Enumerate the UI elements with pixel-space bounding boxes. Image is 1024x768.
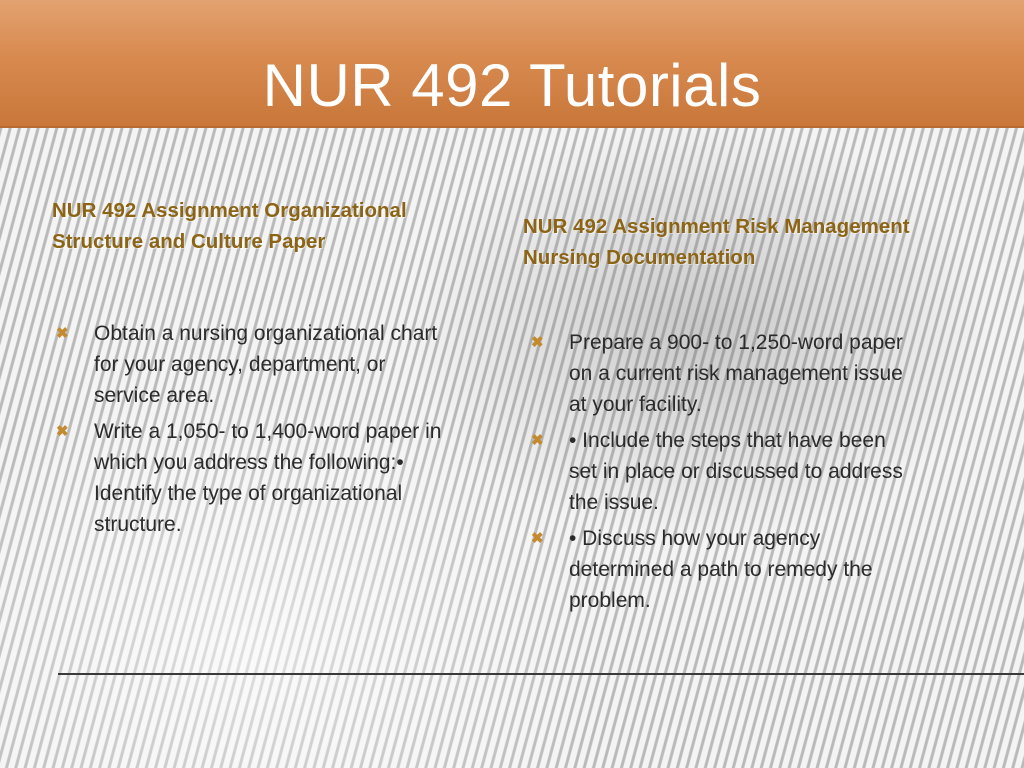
bullet-text: • Include the steps that have been set in place or discussed to address the issue. (569, 429, 903, 514)
bullet-text: • Discuss how your agency determined a path to remedy the problem. (569, 527, 873, 612)
x-mark-icon: ✖ (56, 423, 69, 440)
x-mark-icon: ✖ (531, 530, 544, 547)
x-mark-icon: ✖ (531, 432, 544, 449)
right-bullet-list (531, 327, 911, 621)
bottom-divider (58, 673, 1024, 675)
left-column-heading: NUR 492 Assignment Organizational Structure and Culture Paper (52, 199, 407, 253)
x-mark-icon: ✖ (56, 325, 69, 342)
list-item (531, 425, 911, 518)
bullet-text: Prepare a 900- to 1,250-word paper on a current risk management issue at your facility. (569, 331, 903, 416)
list-item (56, 416, 456, 540)
slide-title: NUR 492 Tutorials (262, 52, 762, 119)
bullet-text: Write a 1,050- to 1,400-word paper in which you address the following:• Identify the type of organizational structure. (94, 420, 442, 536)
bullet-text: Obtain a nursing organizational chart for your agency, department, or service area. (94, 322, 438, 407)
list-item (531, 327, 911, 420)
right-column-heading: NUR 492 Assignment Risk Management Nursing Documentation (523, 215, 910, 269)
title-bar (0, 0, 1024, 128)
x-mark-icon: ✖ (531, 334, 544, 351)
list-item (56, 318, 456, 411)
list-item (531, 523, 911, 616)
left-bullet-list (56, 318, 456, 545)
